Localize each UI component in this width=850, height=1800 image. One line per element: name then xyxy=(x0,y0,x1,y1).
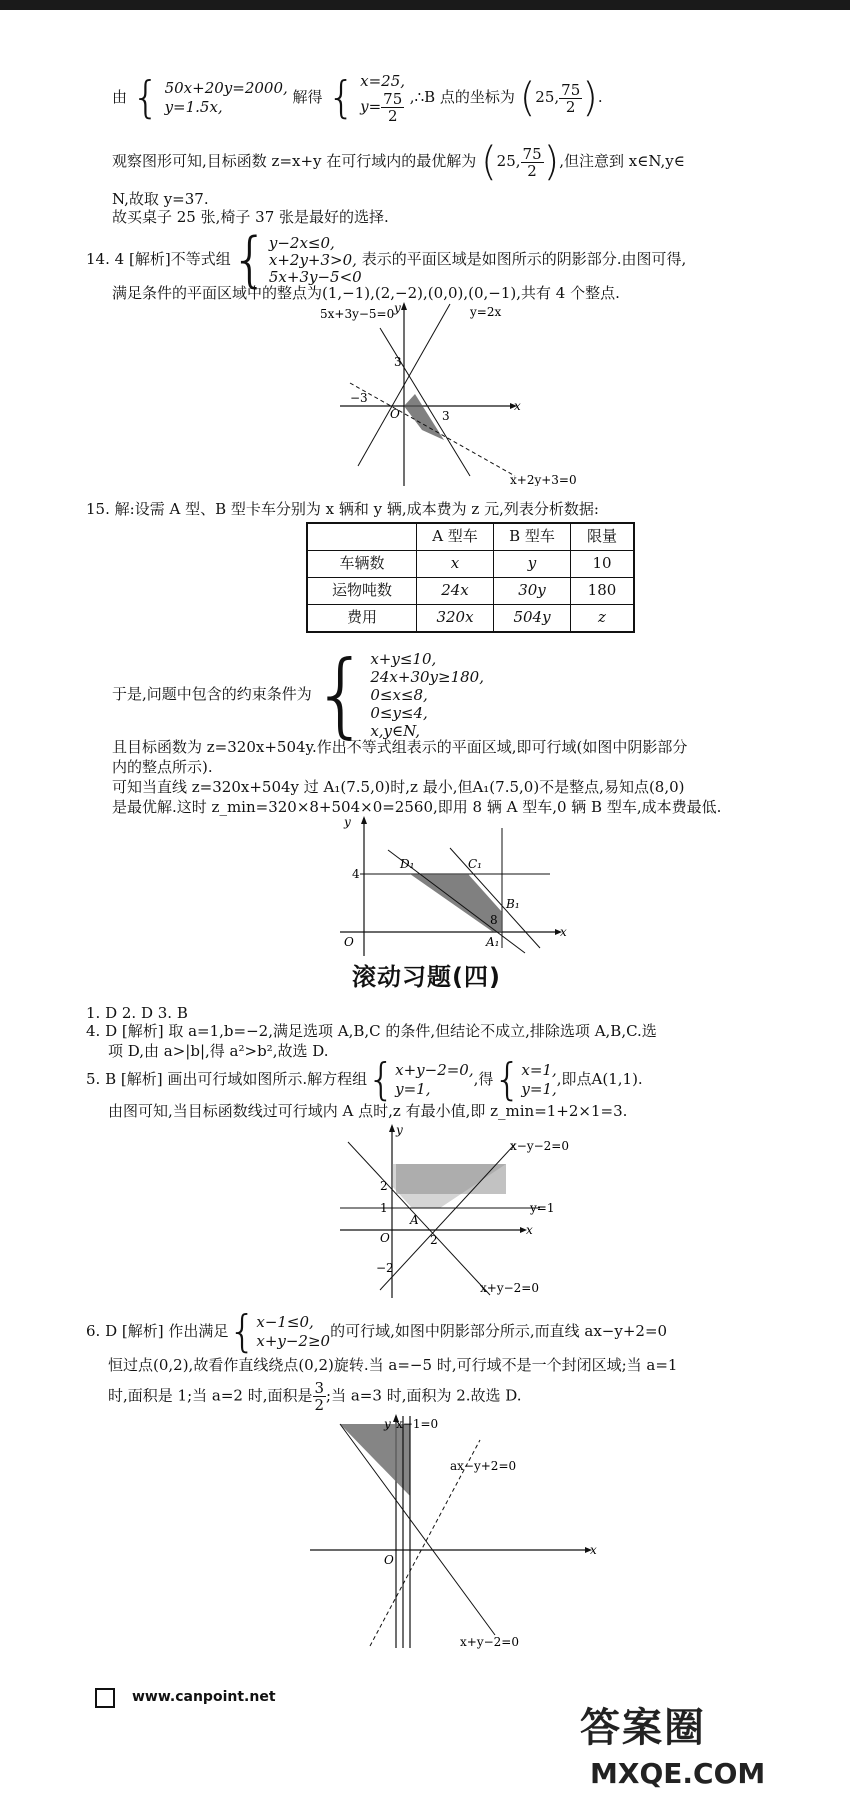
table-cell: z xyxy=(571,605,635,633)
fraction-numerator: 75 xyxy=(383,90,403,108)
tick-2y: 2 xyxy=(380,1179,388,1193)
text-line: 表示的平面区域是如图所示的阴影部分.由图可得, xyxy=(361,250,687,268)
point-A1: A₁ xyxy=(486,935,500,949)
axis-x-label: x xyxy=(514,399,521,413)
text-line: 观察图形可知,目标函数 z=x+y 在可行域内的最优解为 xyxy=(112,152,477,170)
text-line: 不等式组 xyxy=(170,250,231,268)
point-B1: B₁ xyxy=(506,897,520,911)
label-line1: 5x+3y−5=0 xyxy=(320,307,395,321)
text-line: 6. D [解析] 作出满足 xyxy=(86,1322,229,1340)
constraint: 0≤x≤8, xyxy=(370,686,428,704)
axis-x-label: x xyxy=(560,925,567,939)
figure-q6 xyxy=(300,1410,650,1650)
point-C1: C₁ xyxy=(468,857,482,871)
text-line: 5. B [解析] 画出可行域如图所示.解方程组 xyxy=(86,1070,368,1088)
text-line: 可知当直线 z=320x+504y 过 A₁(7.5,0)时,z 最小,但A₁(7.5,0)不是整点,易知点(8,0) xyxy=(112,778,685,796)
axis-x-label: x xyxy=(526,1223,533,1237)
text-line: ,得 xyxy=(473,1070,494,1088)
fraction-numerator: 75 xyxy=(522,144,542,163)
text-line: 的可行域,如图中阴影部分所示,而直线 ax−y+2=0 xyxy=(330,1322,668,1340)
point-D1: D₁ xyxy=(400,857,415,871)
inequality: 5x+3y−5<0 xyxy=(268,267,362,286)
origin-label: O xyxy=(384,1553,394,1567)
constraint: x+y≤10, xyxy=(370,650,437,668)
equation: y=1, xyxy=(521,1080,557,1098)
text-part: 时,面积是 1;当 a=2 时,面积是 xyxy=(108,1386,313,1405)
text-part: ;当 a=3 时,面积为 2.故选 D. xyxy=(326,1386,522,1405)
tick-8: 8 xyxy=(490,913,498,927)
line-xy2 xyxy=(340,1424,495,1635)
text-line: N,故取 y=37. xyxy=(112,190,209,208)
fraction-numerator: 75 xyxy=(561,80,581,99)
brace-icon: { xyxy=(131,72,160,123)
label-a: x−y−2=0 xyxy=(510,1139,569,1153)
origin-label: O xyxy=(344,935,354,949)
constraint: 0≤y≤4, xyxy=(370,704,428,722)
equation-b: y=1.5x, xyxy=(164,98,223,116)
point-x: 25, xyxy=(535,88,560,106)
tick-4: 4 xyxy=(352,867,360,881)
question-5 xyxy=(86,1054,643,1105)
table-cell: 504y xyxy=(494,605,571,633)
inequality: y−2x≤0, xyxy=(268,233,335,252)
fraction-numerator: 3 xyxy=(314,1379,325,1397)
table-cell: 费用 xyxy=(307,605,417,633)
label-line2: y=2x xyxy=(470,305,502,319)
table-row xyxy=(307,605,634,633)
label-b: y=1 xyxy=(530,1201,555,1215)
brace-icon: { xyxy=(311,641,371,748)
inequality-system xyxy=(256,1313,330,1351)
table-header xyxy=(307,523,417,551)
text-solve: 解得 xyxy=(292,88,323,106)
table-cell: 30y xyxy=(494,578,571,605)
watermark-url: MXQE.COM xyxy=(590,1757,766,1790)
y-eq: y= xyxy=(360,97,382,116)
answers-1-3: 1. D 2. D 3. B xyxy=(86,1004,188,1022)
fraction-denominator: 2 xyxy=(387,107,398,125)
question-15 xyxy=(86,500,599,520)
label-b: ax−y+2=0 xyxy=(450,1459,517,1473)
table-row xyxy=(307,551,634,578)
axis-y-label: y xyxy=(396,1123,403,1137)
table-cell: 运物吨数 xyxy=(307,578,417,605)
figure-q14 xyxy=(320,298,580,486)
table-cell: 320x xyxy=(417,605,494,633)
point-A: A xyxy=(410,1213,419,1227)
table-row xyxy=(307,578,634,605)
axis-y-label: y xyxy=(344,815,351,829)
table-cell: 10 xyxy=(571,551,635,578)
point-x: 25, xyxy=(496,152,521,170)
solution-system xyxy=(521,1061,556,1099)
watermark-text: 答案圈 xyxy=(580,1705,706,1751)
footer-url: www.canpoint.net xyxy=(132,1689,276,1705)
right-paren-icon: ) xyxy=(582,75,598,121)
constraint: x,y∈N, xyxy=(370,722,421,740)
text-line: 解:设需 A 型、B 型卡车分别为 x 辆和 y 辆,成本费为 z 元,列表分析数据: xyxy=(114,500,599,518)
tick-3y: 3 xyxy=(394,355,402,369)
table-header: 限量 xyxy=(571,523,635,551)
tick-1: 1 xyxy=(380,1201,388,1215)
brace-icon: { xyxy=(327,72,356,123)
shaded-region xyxy=(410,874,502,932)
text-line: 且目标函数为 z=320x+504y.作出不等式组表示的平面区域,即可行域(如图中阴影部分 xyxy=(112,738,688,756)
question-number: 15. xyxy=(86,500,110,518)
system-line-1: 由 { 50x+20y=2000, y=1.5x, 解得 { x=25, y= $\frac{75}{2}$ ,∴B 点的坐标为 (25, $\frac{75}{2}$ ). xyxy=(112,72,603,125)
inequality: x+2y+3>0, xyxy=(268,250,357,269)
tick-origin: O xyxy=(380,1231,390,1245)
brace-icon: { xyxy=(230,225,269,295)
text-line: 内的整点所示). xyxy=(112,758,213,776)
text-therefore: ,∴B 点的坐标为 xyxy=(409,88,515,106)
axis-y-label: y xyxy=(394,301,401,315)
fraction-denominator: 2 xyxy=(314,1396,325,1414)
right-paren-icon: ) xyxy=(543,139,560,185)
section-title: 滚动习题(四) xyxy=(352,963,501,991)
fraction xyxy=(559,82,582,115)
equation: x=1, xyxy=(521,1061,557,1079)
fraction-denominator: 2 xyxy=(527,161,537,180)
label-a: x−1=0 xyxy=(396,1417,439,1431)
table-cell: 24x xyxy=(417,578,494,605)
text-line: 满足条件的平面区域中的整点为(1,−1),(2,−2),(0,0),(0,−1),共有 4 个整点. xyxy=(112,284,620,302)
fraction xyxy=(521,146,544,179)
question-4: 4. D [解析] 取 a=1,b=−2,满足选项 A,B,C 的条件,但结论不成立,排除选项 A,B,C.选 xyxy=(86,1022,657,1040)
answer: 4 xyxy=(114,250,125,268)
figure-q5 xyxy=(330,1120,590,1300)
fraction xyxy=(313,1380,327,1413)
tick-origin: O xyxy=(390,407,400,421)
text-line: 于是,问题中包含的约束条件为 xyxy=(112,685,312,703)
text-line: 故买桌子 25 张,椅子 37 张是最好的选择. xyxy=(112,208,389,226)
label-c: x+y−2=0 xyxy=(480,1281,539,1295)
equation-a: 50x+20y=2000, xyxy=(164,79,288,97)
tick-neg3: −3 xyxy=(350,391,368,405)
top-border xyxy=(0,0,850,10)
figure-q15 xyxy=(330,808,580,958)
table-cell: y xyxy=(494,551,571,578)
table-header: A 型车 xyxy=(417,523,494,551)
equation: y=1, xyxy=(395,1080,431,1098)
constraint-block xyxy=(112,641,484,748)
text-you: 由 xyxy=(112,88,128,106)
footer-logo-icon xyxy=(95,1688,115,1708)
axis-x-label: x xyxy=(590,1543,597,1557)
y-arrow-icon xyxy=(389,1124,395,1132)
equation: x+y−2=0, xyxy=(395,1061,474,1079)
left-paren-icon: ( xyxy=(519,75,536,121)
equation-system-1 xyxy=(165,79,288,117)
solution-system xyxy=(360,72,405,124)
inequality-system xyxy=(269,235,362,286)
text-line: 由图可知,当目标函数线过可行域内 A 点时,z 有最小值,即 z_min=1+2×1=3. xyxy=(108,1102,628,1120)
table-header: B 型车 xyxy=(494,523,571,551)
tick-3x: 3 xyxy=(442,409,450,423)
table-header-row xyxy=(307,523,634,551)
brace-icon: { xyxy=(493,1054,522,1105)
tick-neg2: −2 xyxy=(376,1261,394,1275)
table-cell: x xyxy=(417,551,494,578)
y-arrow-icon xyxy=(361,816,367,824)
constraint: 24x+30y≥180, xyxy=(370,668,484,686)
inequality: x+y−2≥0 xyxy=(256,1332,331,1350)
analysis-tag: [解析] xyxy=(128,250,171,268)
axis-y-label: y xyxy=(384,1417,391,1431)
text-line: 恒过点(0,2),故看作直线绕点(0,2)旋转.当 a=−5 时,可行域不是一个封闭区域;当 a=1 xyxy=(108,1356,678,1374)
label-c: x+y−2=0 xyxy=(460,1635,519,1649)
table-cell: 180 xyxy=(571,578,635,605)
table-cell: 车辆数 xyxy=(307,551,417,578)
text-line: 项 D,由 a>|b|,得 a²>b²,故选 D. xyxy=(108,1042,329,1060)
left-paren-icon: ( xyxy=(481,139,497,185)
inequality: x−1≤0, xyxy=(256,1313,314,1331)
line-5x3y xyxy=(380,328,470,476)
text-line: ,但注意到 x∈N,y∈ xyxy=(559,152,685,170)
shaded-region xyxy=(340,1424,410,1496)
line-x2y3 xyxy=(350,383,515,476)
text-line: ,即点A(1,1). xyxy=(556,1070,643,1088)
text-line: 是最优解.这时 z_min=320×8+504×0=2560,即用 8 辆 A 型车,0 辆 B 型车,成本费最低. xyxy=(112,798,722,816)
text-line xyxy=(108,1380,522,1413)
equation-system xyxy=(395,1061,474,1099)
brace-icon: { xyxy=(367,1054,396,1105)
y-arrow-icon xyxy=(401,302,407,310)
label-line3: x+2y+3=0 xyxy=(510,473,577,486)
data-table xyxy=(306,522,635,633)
fraction-denominator: 2 xyxy=(565,97,576,116)
solution-y xyxy=(360,91,405,124)
constraint-system xyxy=(370,650,484,740)
question-6 xyxy=(86,1306,668,1357)
tick-2x: 2 xyxy=(430,1233,438,1247)
fraction xyxy=(381,91,404,124)
question-number: 14. xyxy=(86,250,110,268)
solution-x: x=25, xyxy=(360,72,406,90)
brace-icon: { xyxy=(228,1306,257,1357)
optimal-line xyxy=(112,139,685,185)
